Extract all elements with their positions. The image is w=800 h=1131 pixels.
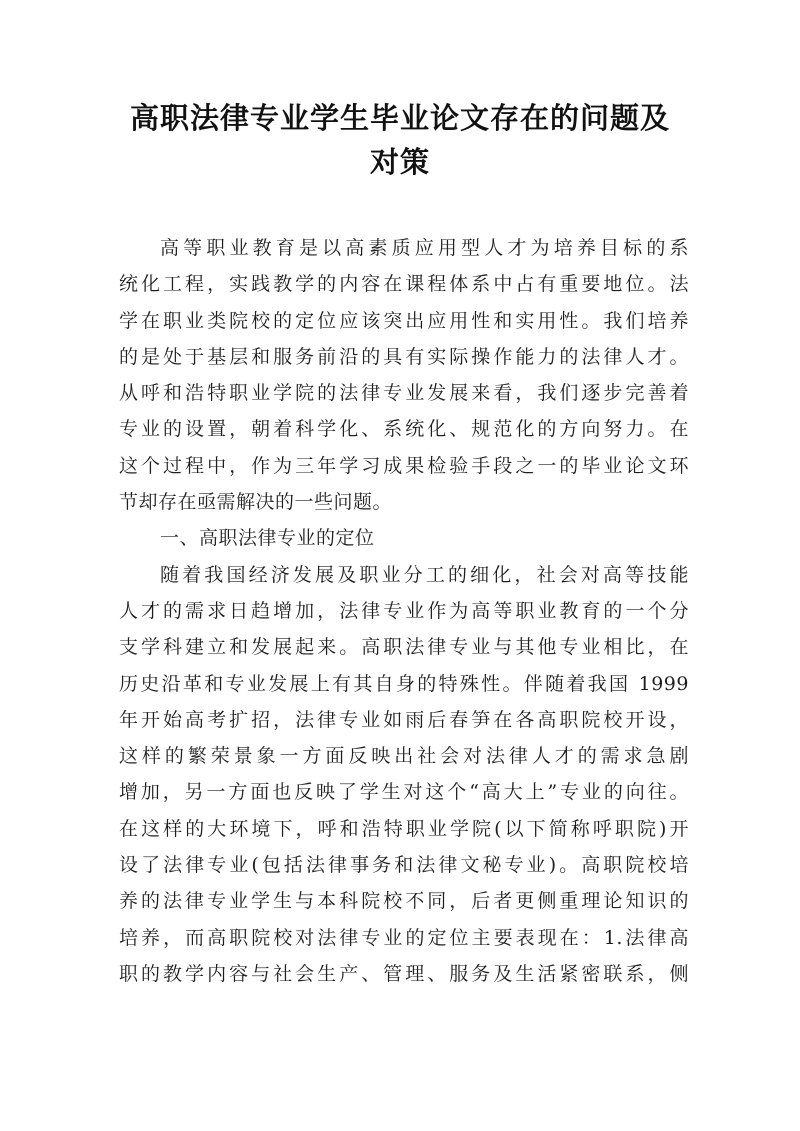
paragraph-line: 设了法律专业(包括法律事务和法律文秘专业)。高职院校培 bbox=[119, 854, 689, 877]
paragraph-line: 历史沿革和专业发展上有其自身的特殊性。伴随着我国 1999 bbox=[119, 672, 689, 695]
document-title bbox=[110, 96, 690, 184]
paragraph-line: 节却存在亟需解决的一些问题。 bbox=[119, 491, 393, 514]
paragraph-line: 从呼和浩特职业学院的法律专业发展来看，我们逐步完善着 bbox=[119, 382, 689, 405]
paragraph-line: 增加，另一方面也反映了学生对这个“高大上”专业的向往。 bbox=[119, 781, 689, 804]
paragraph-line: 统化工程，实践教学的内容在课程体系中占有重要地位。法 bbox=[119, 273, 689, 296]
paragraph-line: 年开始高考扩招，法律专业如雨后春笋在各高职院校开设， bbox=[119, 708, 689, 731]
paragraph-line: 在这样的大环境下，呼和浩特职业学院(以下简称呼职院)开 bbox=[119, 817, 689, 840]
paragraph-line: 人才的需求日趋增加，法律专业作为高等职业教育的一个分 bbox=[119, 599, 689, 622]
paragraph-line: 养的法律专业学生与本科院校不同，后者更侧重理论知识的 bbox=[119, 890, 689, 913]
paragraph-line: 的是处于基层和服务前沿的具有实际操作能力的法律人才。 bbox=[119, 345, 689, 368]
paragraph-line: 这样的繁荣景象一方面反映出社会对法律人才的需求急剧 bbox=[119, 745, 689, 768]
paragraph-line: 培养，而高职院校对法律专业的定位主要表现在：1.法律高 bbox=[119, 926, 689, 949]
title-line-1: 高职法律专业学生毕业论文存在的问题及 bbox=[129, 101, 670, 135]
paragraph-line: 职的教学内容与社会生产、管理、服务及生活紧密联系，侧 bbox=[119, 962, 689, 985]
paragraph-line: 这个过程中，作为三年学习成果检验手段之一的毕业论文环 bbox=[119, 454, 689, 477]
paragraph-line: 学在职业类院校的定位应该突出应用性和实用性。我们培养 bbox=[119, 309, 689, 332]
paragraph-line: 随着我国经济发展及职业分工的细化，社会对高等技能 bbox=[160, 563, 689, 586]
paragraph-line: 专业的设置，朝着科学化、系统化、规范化的方向努力。在 bbox=[119, 418, 689, 441]
paragraph-line: 高等职业教育是以高素质应用型人才为培养目标的系 bbox=[160, 237, 689, 259]
document-body bbox=[119, 230, 689, 992]
section-heading: 一、高职法律专业的定位 bbox=[160, 527, 375, 550]
paragraph-line: 支学科建立和发展起来。高职法律专业与其他专业相比，在 bbox=[119, 636, 689, 659]
title-line-2: 对策 bbox=[369, 145, 430, 179]
